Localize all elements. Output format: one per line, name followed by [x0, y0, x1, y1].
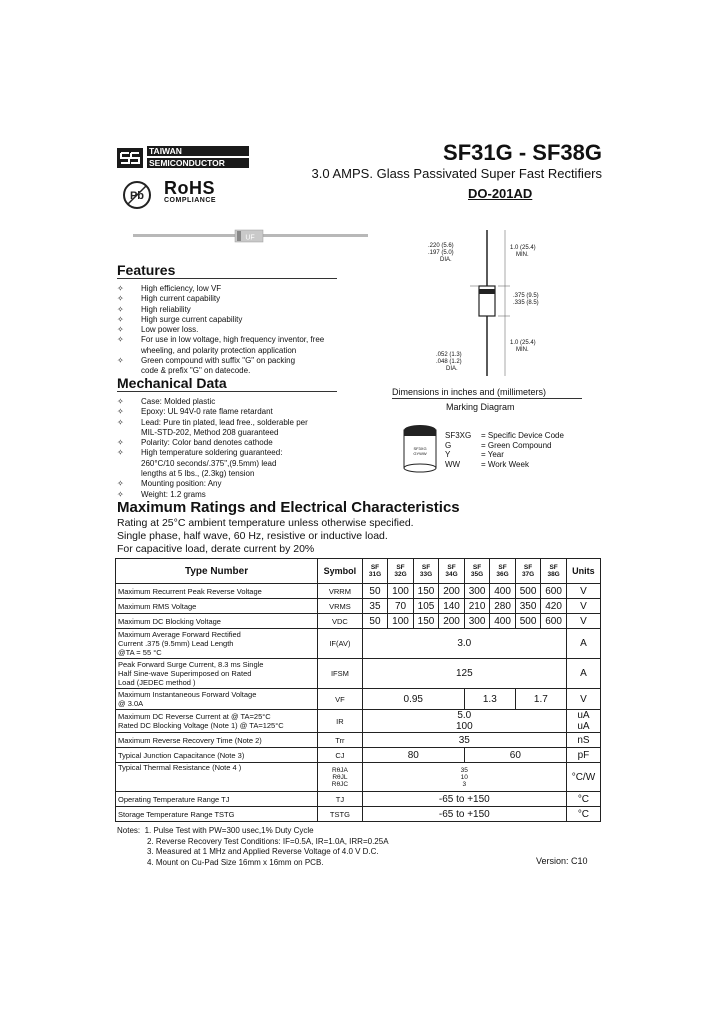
bullet-icon: ✧	[117, 325, 124, 335]
header-units: Units	[566, 559, 600, 584]
table-row: Maximum DC Reverse Current at @ TA=25°C Rated DC Blocking Voltage (Note 1) @ TA=125°C IR 5.0 100 uA uA	[116, 710, 601, 733]
header-part: SF 38G	[541, 559, 567, 584]
features-divider	[117, 278, 337, 279]
drawing-divider	[392, 398, 582, 399]
list-item: ✧ Case: Molded plastic	[117, 397, 216, 406]
list-item: ✧ High surge current capability	[117, 314, 243, 324]
list-item: wheeling, and polarity protection application	[141, 345, 297, 355]
list-item: ✧ High current capability	[117, 294, 221, 304]
table-row: Maximum Reverse Recovery Time (Note 2) Trr 35 nS	[116, 733, 601, 748]
component-photo	[133, 226, 368, 251]
legend-item: WW = Work Week	[445, 459, 529, 469]
table-row: Maximum DC Blocking Voltage VDC 50 100 150 200 300 400 500 600 V	[116, 614, 601, 629]
header-symbol: Symbol	[318, 559, 363, 584]
bullet-icon: ✧	[117, 448, 124, 458]
product-subtitle: 3.0 AMPS. Glass Passivated Super Fast Rectifiers	[311, 166, 602, 181]
ratings-condition: For capacitive load, derate current by 20%	[117, 543, 315, 555]
legend-item: Y = Year	[445, 450, 504, 459]
list-item: ✧ High temperature soldering guaranteed:	[117, 448, 283, 458]
dim-body-diameter: .220 (5.6) .197 (5.0) DIA.	[428, 243, 454, 263]
bullet-icon: ✧	[117, 479, 124, 489]
table-row: Typical Thermal Resistance (Note 4 ) RθJA RθJL RθJC 35 10 3 °C/W	[116, 763, 601, 792]
part-number: SF31G - SF38G	[443, 140, 602, 165]
list-item: ✧ Polarity: Color band denotes cathode	[117, 438, 273, 448]
header-part: SF 31G	[362, 559, 388, 584]
list-item: ✧ Weight: 1.2 grams	[117, 489, 206, 499]
list-item: ✧ Low power loss.	[117, 325, 199, 335]
notes: Notes: 1. Pulse Test with PW=300 usec,1% Duty Cycle 2. Reverse Recovery Test Conditions: IF=0.5A, IR=1.0A, IRR=0.25A 3. Measured at 1 MHz and Applied Reverse Voltage of 4.0 V D.C. 4. Mount on Cu-Pad Size 16mm x 16mm on PCB.	[117, 826, 389, 867]
dim-lead-length-top: 1.0 (25.4) MIN.	[510, 245, 536, 258]
ratings-title: Maximum Ratings and Electrical Characteristics	[117, 499, 460, 516]
dimensions-caption: Dimensions in inches and (millimeters)	[392, 387, 547, 397]
features-list	[117, 284, 367, 377]
bullet-icon: ✧	[117, 335, 124, 345]
list-item: MIL-STD-202, Method 208 guaranteed	[141, 427, 279, 437]
mechanical-list	[117, 397, 367, 500]
header-part: SF 34G	[439, 559, 465, 584]
list-item: code & prefix "G" on datecode.	[141, 366, 251, 376]
list-item: ✧ Epoxy: UL 94V-0 rate flame retardant	[117, 407, 273, 417]
note-item: 4. Mount on Cu-Pad Size 16mm x 16mm on PCB.	[147, 857, 324, 867]
note-item: 1. Pulse Test with PW=300 usec,1% Duty Cycle	[144, 826, 314, 835]
table-row: Maximum Instantaneous Forward Voltage @ 3.0A VF 0.95 1.3 1.7 V	[116, 689, 601, 710]
rohs-compliance: COMPLIANCE	[164, 197, 217, 204]
table-row: Maximum RMS Voltage VRMS 35 70 105 140 210 280 350 420 V	[116, 599, 601, 614]
table-row: Maximum Average Forward Rectified Current .375 (9.5mm) Lead Length @TA = 55 °C IF(AV) 3.0 A	[116, 629, 601, 659]
bullet-icon: ✧	[117, 304, 124, 314]
package-name: DO-201AD	[468, 186, 533, 201]
bullet-icon: ✧	[117, 438, 124, 448]
header-part: SF 37G	[515, 559, 541, 584]
list-item: ✧ High reliability	[117, 304, 191, 314]
table-header-row	[116, 559, 601, 584]
bullet-icon: ✧	[117, 407, 124, 417]
header-part: SF 32G	[388, 559, 414, 584]
list-item: ✧ Mounting position: Any	[117, 479, 222, 489]
company-name-line2: SEMICONDUCTOR	[147, 158, 249, 168]
list-item: ✧ High efficiency, low VF	[117, 284, 222, 293]
mechanical-divider	[117, 391, 337, 392]
table-row: Peak Forward Surge Current, 8.3 ms Single Half Sine-wave Superimposed on Rated Load (JEDEC method ) IFSM 125 A	[116, 659, 601, 689]
bullet-icon: ✧	[117, 397, 124, 406]
note-item: 3. Measured at 1 MHz and Applied Reverse Voltage of 4.0 V D.C.	[147, 847, 379, 856]
header-part: SF 35G	[464, 559, 490, 584]
pb-free-icon	[122, 180, 152, 210]
company-name-line1: TAIWAN	[147, 146, 249, 156]
dim-body-length: .375 (9.5) .335 (8.5)	[513, 293, 539, 306]
bullet-icon: ✧	[117, 314, 124, 324]
legend-item: SF3XG = Specific Device Code	[445, 431, 564, 440]
header-type-number: Type Number	[116, 559, 318, 584]
list-item: lengths at 5 lbs., (2.3kg) tension	[141, 469, 255, 479]
bullet-icon: ✧	[117, 417, 124, 427]
pb-label: Pb	[129, 190, 145, 202]
header-part: SF 36G	[490, 559, 516, 584]
legend-item: G = Green Compound	[445, 440, 552, 450]
list-item: ✧ Lead: Pure tin plated, lead free., solderable per	[117, 417, 308, 427]
marking-diagram-caption: Marking Diagram	[446, 402, 515, 412]
list-item: ✧ For use in low voltage, high frequency inventor, free	[117, 335, 325, 345]
table-row: Maximum Recurrent Peak Reverse Voltage VRRM 50 100 150 200 300 400 500 600 V	[116, 584, 601, 599]
dim-lead-diameter: .052 (1.3) .048 (1.2) DIA.	[436, 352, 462, 372]
component-mark-icon: UF	[245, 234, 255, 242]
company-logo-icon	[117, 148, 143, 168]
ratings-condition: Rating at 25°C ambient temperature unless otherwise specified.	[117, 517, 414, 529]
table-row: Storage Temperature Range TSTG TSTG -65 to +150 °C	[116, 807, 601, 822]
document-version: Version: C10	[536, 856, 588, 866]
note-item: 2. Reverse Recovery Test Conditions: IF=0.5A, IR=1.0A, IRR=0.25A	[147, 836, 389, 846]
ratings-table	[115, 558, 601, 822]
bullet-icon: ✧	[117, 294, 124, 304]
features-title: Features	[117, 262, 176, 278]
bullet-icon: ✧	[117, 489, 124, 499]
bullet-icon: ✧	[117, 284, 124, 293]
table-row: Operating Temperature Range TJ TJ -65 to +150 °C	[116, 792, 601, 807]
marking-code: SF3XG GYWW	[413, 446, 427, 456]
dim-lead-length-bottom: 1.0 (25.4) MIN.	[510, 340, 536, 353]
marking-legend	[445, 431, 564, 469]
mechanical-title: Mechanical Data	[117, 375, 227, 391]
bullet-icon: ✧	[117, 356, 124, 366]
table-row: Typical Junction Capacitance (Note 3) CJ 80 60 pF	[116, 748, 601, 763]
rohs-title: RoHS	[164, 178, 215, 198]
header-part: SF 33G	[413, 559, 439, 584]
ratings-condition: Single phase, half wave, 60 Hz, resistive or inductive load.	[117, 530, 388, 542]
list-item: ✧ Green compound with suffix "G" on packing	[117, 356, 296, 366]
list-item: 260°C/10 seconds/.375",(9.5mm) lead	[141, 458, 277, 468]
